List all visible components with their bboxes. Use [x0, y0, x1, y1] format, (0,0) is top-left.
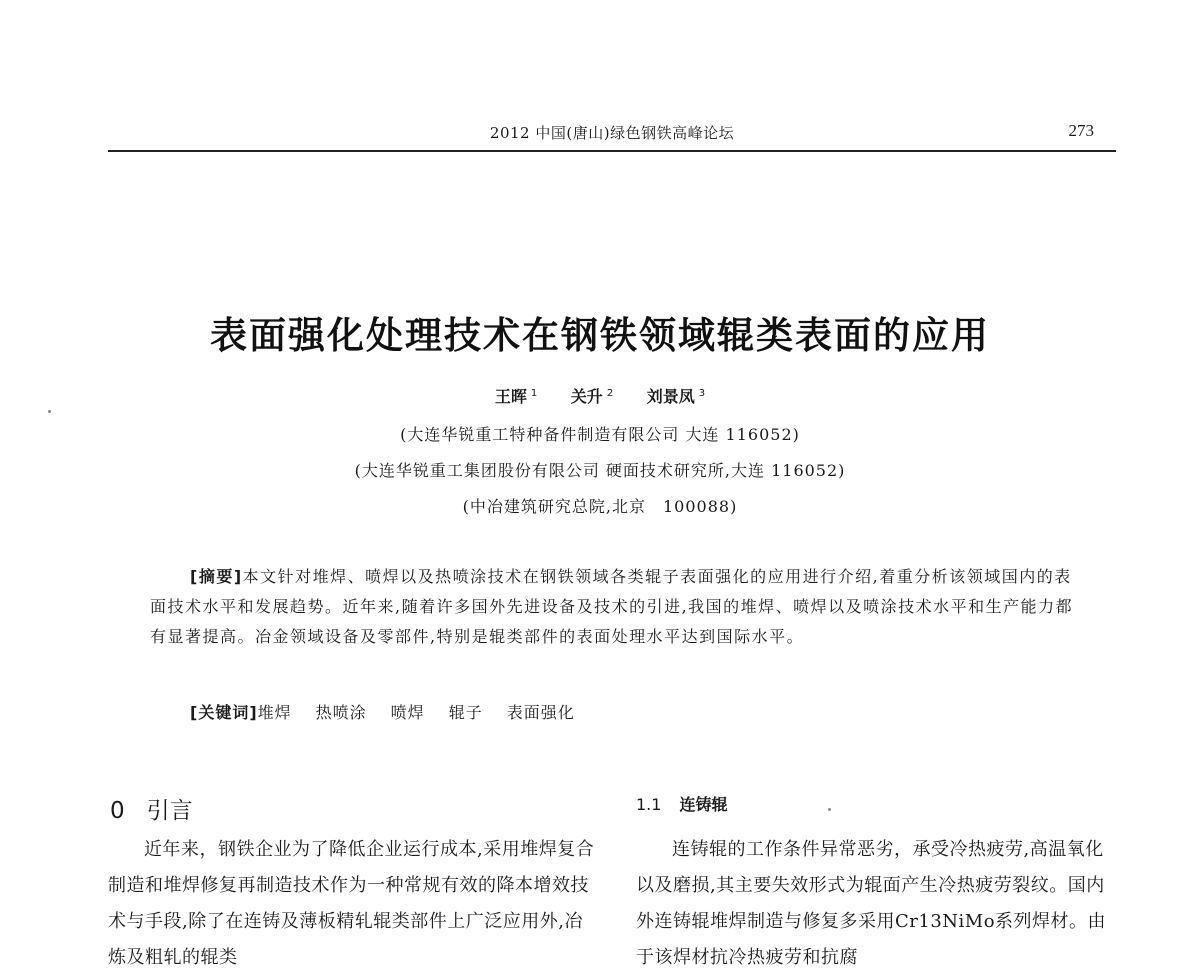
author-name: 王晖: [494, 387, 527, 406]
author-2: [571, 387, 613, 406]
header-rule: [108, 150, 1116, 152]
scan-speck: [828, 808, 831, 811]
keyword: 热喷涂: [315, 703, 367, 722]
affiliation-2: (大连华锐重工集团股份有限公司 硬面技术研究所,大连 116052): [354, 461, 846, 480]
section-heading-introduction: [110, 792, 193, 825]
author-mark: 2: [606, 387, 614, 399]
affiliation-1: (大连华锐重工特种备件制造有限公司 大连 116052): [400, 425, 800, 444]
author-mark: 3: [698, 387, 706, 399]
author-list: [0, 384, 1200, 407]
keyword: 喷焊: [390, 703, 425, 722]
page-number: 273: [1068, 121, 1094, 140]
keywords: [190, 700, 599, 723]
left-column: [108, 832, 596, 976]
keyword: 表面强化: [506, 703, 575, 722]
keyword: 辊子: [448, 703, 483, 722]
abstract-label: [摘要]: [190, 567, 243, 586]
section-number: 0: [110, 798, 125, 824]
keywords-label: [关键词]: [190, 703, 258, 722]
running-header: [108, 118, 1116, 148]
subsection-heading-caster-roll: [636, 792, 727, 815]
affiliation-3: (中冶建筑研究总院,北京 100088): [462, 497, 738, 516]
author-1: [495, 387, 537, 406]
author-name: 刘景凤: [646, 387, 695, 406]
author-3: [647, 387, 705, 406]
paper-title: 表面强化处理技术在钢铁领域辊类表面的应用: [210, 314, 990, 357]
author-name: 关升: [570, 387, 603, 406]
caster-roll-paragraph: 连铸辊的工作条件异常恶劣，承受冷热疲劳,高温氧化以及磨损,其主要失效形式为辊面产生冷热疲劳裂纹。国内外连铸辊堆焊制造与修复多采用Cr13NiMo系列焊材。由于该焊材抗冷热疲劳和抗腐: [636, 839, 1107, 968]
author-mark: 1: [530, 387, 538, 399]
abstract: [150, 562, 1080, 652]
section-title: 引言: [146, 798, 193, 824]
subsection-number: 1.1: [636, 795, 662, 814]
right-column: [636, 832, 1120, 976]
subsection-title: 连铸辊: [679, 795, 728, 814]
keyword: 堆焊: [257, 703, 292, 722]
running-title: 2012 中国(唐山)绿色钢铁高峰论坛: [489, 124, 735, 142]
abstract-text: 本文针对堆焊、喷焊以及热喷涂技术在钢铁领域各类辊子表面强化的应用进行介绍,着重分析该领域国内的表面技术水平和发展趋势。近年来,随着许多国外先进设备及技术的引进,我国的堆焊、喷焊以及喷涂技术水平和生产能力都有显著提高。冶金领域设备及零部件,特别是辊类部件的表面处理水平达到国际水平。: [150, 567, 1074, 646]
introduction-paragraph: 近年来，钢铁企业为了降低企业运行成本,采用堆焊复合制造和堆焊修复再制造技术作为一种常规有效的降本增效技术与手段,除了在连铸及薄板精轧辊类部件上广泛应用外,冶炼及粗轧的辊类: [108, 839, 595, 968]
scan-speck: [48, 410, 51, 413]
